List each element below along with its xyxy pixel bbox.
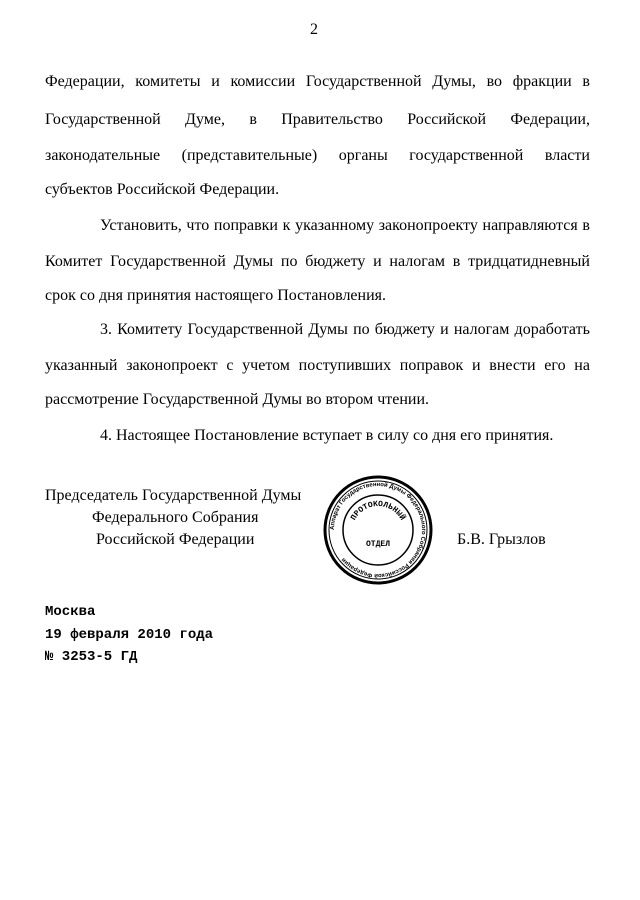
word: комитеты xyxy=(135,73,201,90)
word: Комитет xyxy=(45,253,103,270)
word: власти xyxy=(544,147,590,164)
signatory-name: Б.В. Грызлов xyxy=(457,531,546,548)
text-line: субъектов Российской Федерации. xyxy=(45,181,280,198)
word: (представительные) xyxy=(181,147,318,164)
word: к xyxy=(282,217,291,234)
word: в xyxy=(452,253,461,270)
word: фракции xyxy=(512,73,572,90)
word: Государственной xyxy=(110,253,226,270)
word: комиссии xyxy=(230,73,296,90)
word: Думы xyxy=(233,253,274,270)
word: Государственной xyxy=(305,73,422,90)
stamp-ring-text: Аппарат Государственной Думы Федерального Собрания Российской Федерации xyxy=(329,481,427,579)
word: Государственной xyxy=(45,111,161,128)
word: Государственной xyxy=(187,321,304,338)
text-line xyxy=(45,252,590,272)
footer-date: 19 февраля 2010 года xyxy=(45,627,214,643)
word: органы xyxy=(338,147,388,164)
word: учетом xyxy=(242,357,290,374)
word: Федерации, xyxy=(510,111,590,128)
word: Правительство xyxy=(281,111,383,128)
word: внести xyxy=(489,357,536,374)
word: по xyxy=(280,253,298,270)
word: и xyxy=(373,253,382,270)
word: Думе, xyxy=(185,111,225,128)
word: и xyxy=(440,321,449,338)
word: направляются xyxy=(482,217,578,234)
word: поправки xyxy=(213,217,278,234)
signatory-title: Федерального Собрания xyxy=(92,509,259,526)
text-line: 4. Настоящее Постановление вступает в силу со дня его принятия. xyxy=(100,427,554,444)
text-line xyxy=(100,320,590,340)
word: указанный xyxy=(45,357,118,374)
word: на xyxy=(574,357,590,374)
page-number: 2 xyxy=(310,21,318,38)
text-line: срок со дня принятия настоящего Постановления. xyxy=(45,287,387,304)
stamp-top-text: ПРОТОКОЛЬНЫЙ xyxy=(349,499,407,523)
word: поправок xyxy=(399,357,464,374)
text-line xyxy=(45,72,590,92)
word: законодательные xyxy=(45,147,161,164)
word: с xyxy=(226,357,234,374)
word: бюджету xyxy=(374,321,435,338)
stamp-center-text: ОТДЕЛ xyxy=(365,540,391,549)
text-line xyxy=(45,356,590,376)
word: законопроекту xyxy=(378,217,478,234)
word: и xyxy=(211,73,220,90)
word: налогам xyxy=(453,321,510,338)
word: и xyxy=(471,357,481,374)
signatory-title: Российской Федерации xyxy=(96,531,255,548)
word: тридцатидневный xyxy=(468,253,590,270)
word: 3. xyxy=(100,321,112,338)
word: в xyxy=(582,217,590,234)
word: доработать xyxy=(514,321,590,338)
word: Думы, xyxy=(432,73,476,90)
word: в xyxy=(582,73,590,90)
signatory-title: Председатель Государственной Думы xyxy=(45,487,302,504)
official-stamp xyxy=(322,474,434,586)
text-line xyxy=(45,110,590,130)
word: во xyxy=(486,73,503,90)
text-line xyxy=(100,216,590,236)
word: Российской xyxy=(407,111,487,128)
word: государственной xyxy=(409,147,524,164)
word: Комитету xyxy=(117,321,183,338)
word: его xyxy=(544,357,566,374)
word: законопроект xyxy=(126,357,218,374)
word: по xyxy=(353,321,370,338)
footer-city: Москва xyxy=(45,604,96,620)
word: поступивших xyxy=(298,357,392,374)
text-line xyxy=(45,146,590,166)
word: Установить, xyxy=(100,217,182,234)
word: что xyxy=(186,217,210,234)
footer-number: № 3253-5 ГД xyxy=(45,649,138,665)
word: Федерации, xyxy=(45,73,125,90)
word: бюджету xyxy=(305,253,366,270)
text-line: рассмотрение Государственной Думы во втором чтении. xyxy=(45,391,430,408)
word: указанному xyxy=(295,217,375,234)
word: налогам xyxy=(389,253,445,270)
word: в xyxy=(249,111,257,128)
svg-text:ПРОТОКОЛЬНЫЙ xyxy=(349,500,406,522)
word: Думы xyxy=(308,321,348,338)
